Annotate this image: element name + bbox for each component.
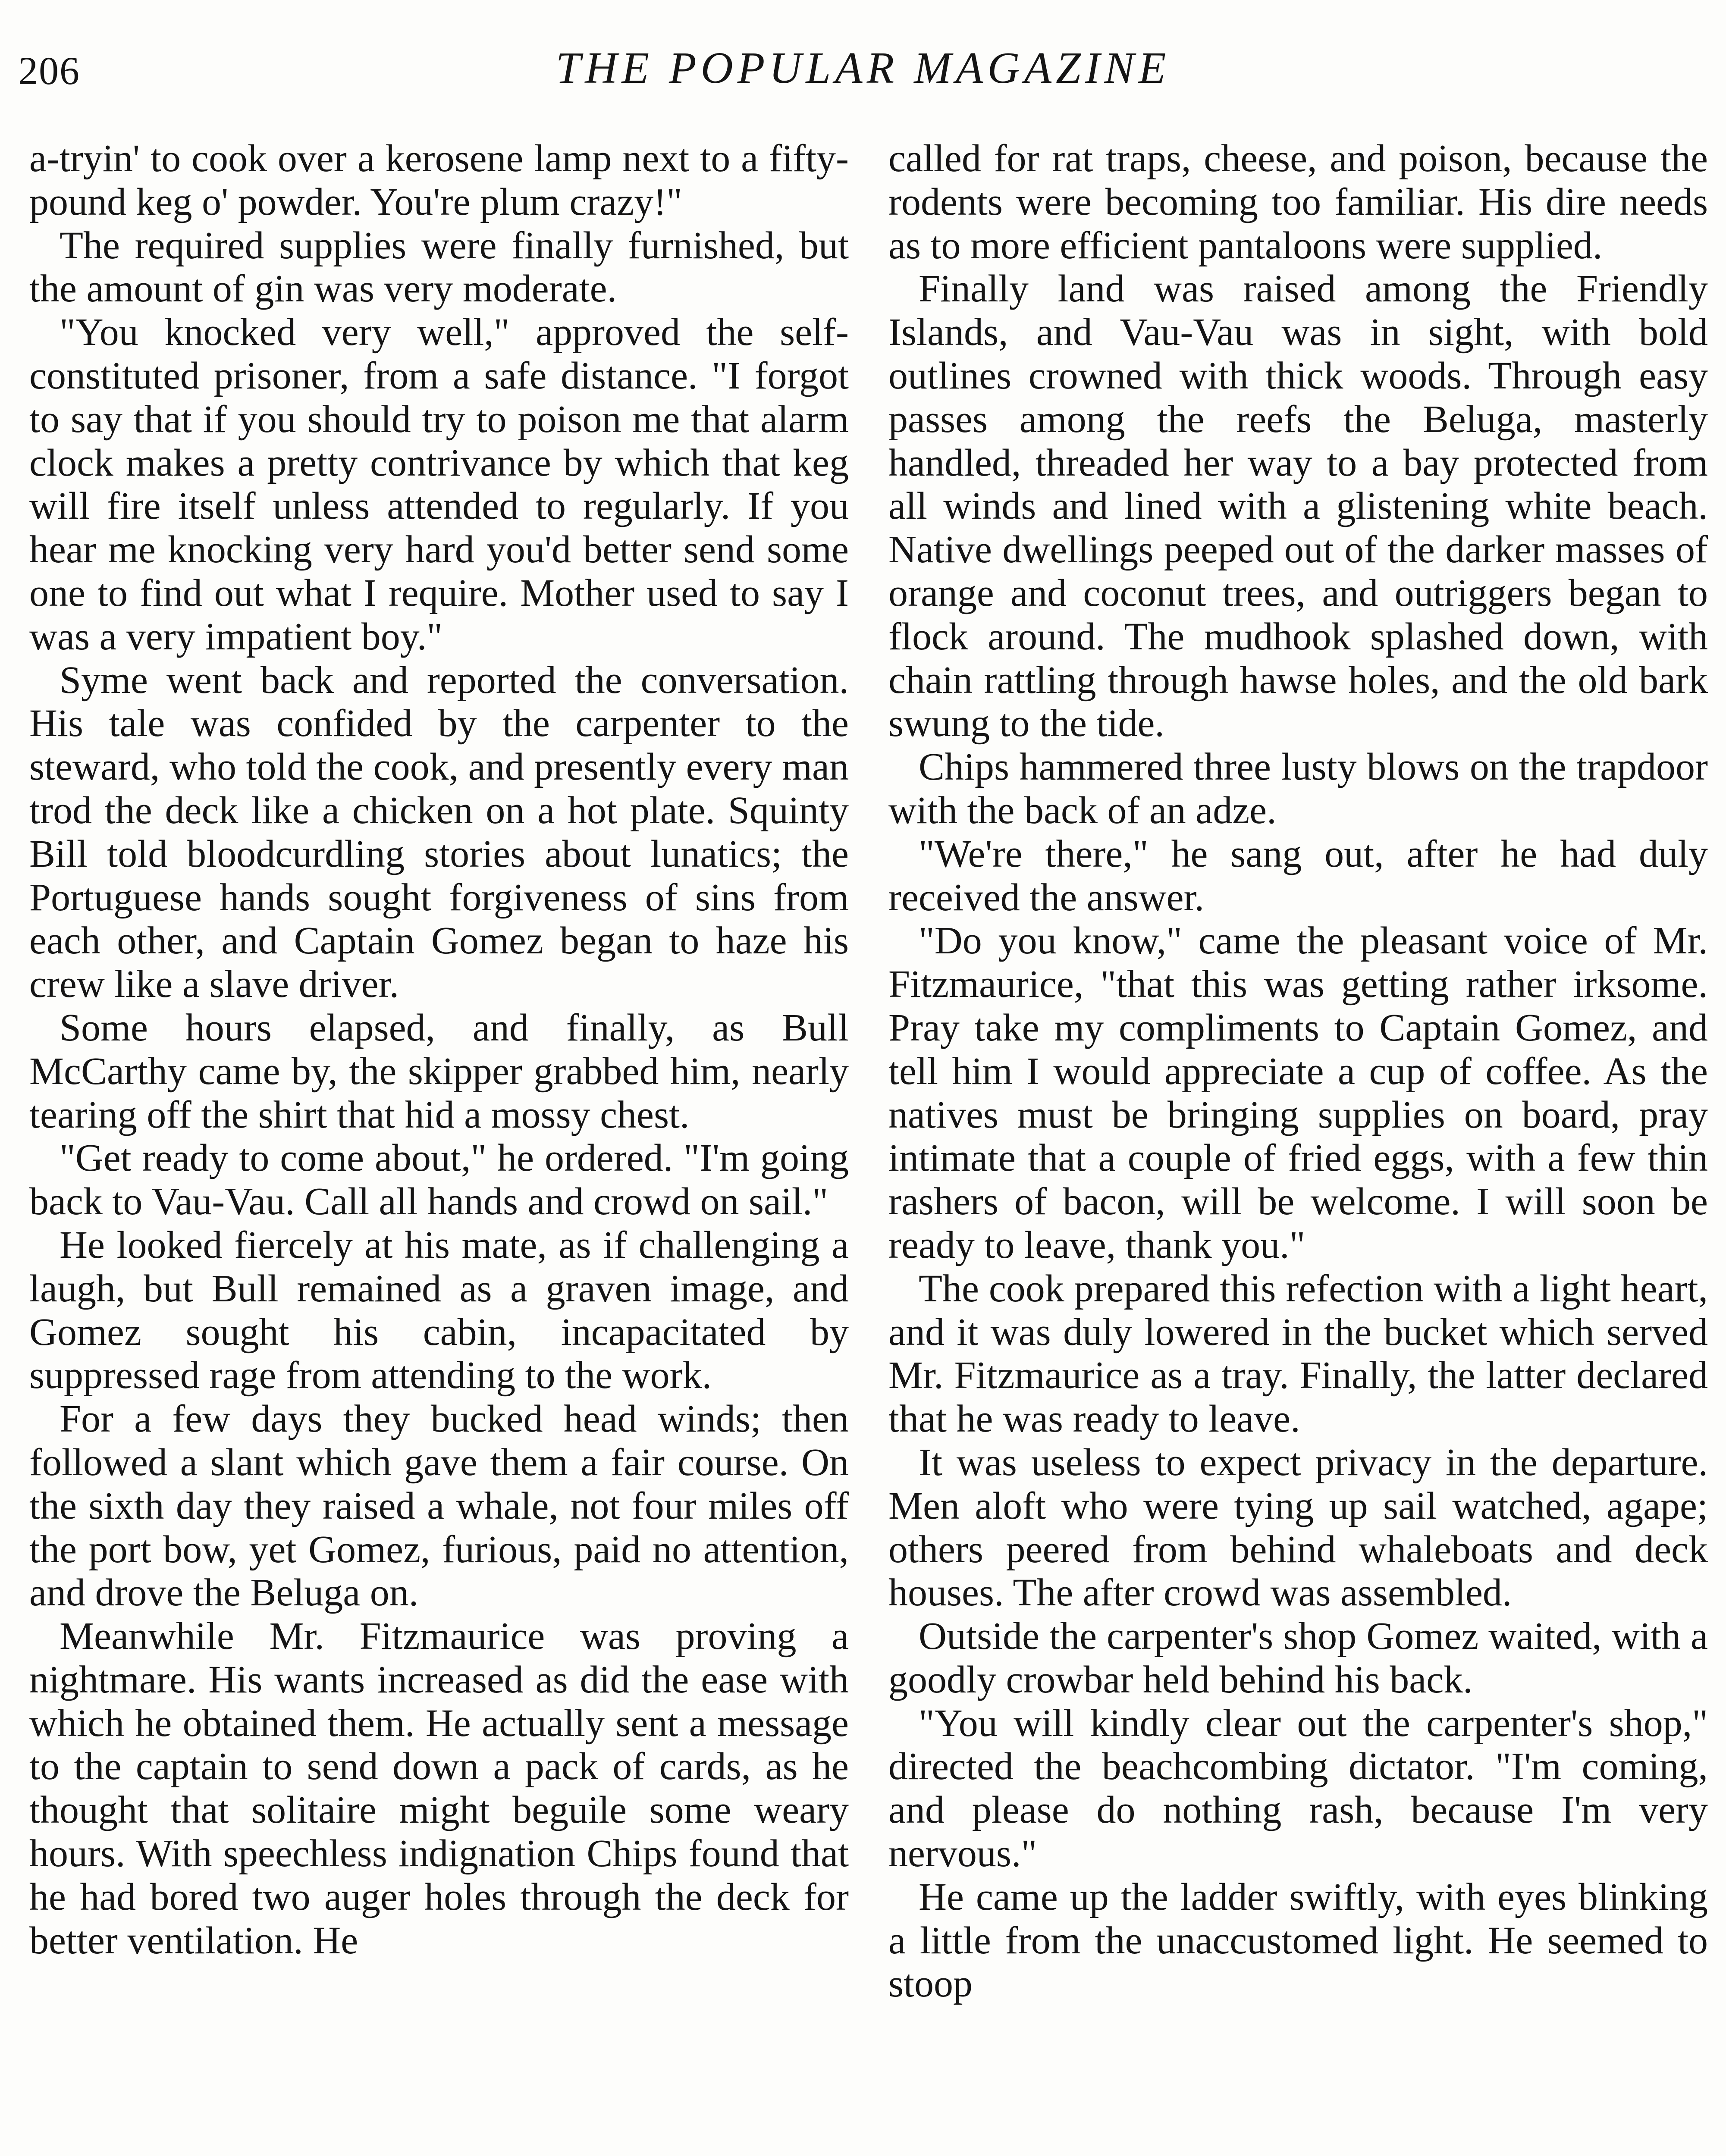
paragraph: Meanwhile Mr. Fitzmaurice was proving a nightmare. His wants increased as did the ease with which he obtained them. He actually sent a message to the captain to send down a pack of cards, as he thought that solitaire might beguile some weary hours. With speechless indignation Chips found that he had bored two auger holes through the deck for better ventilation. He	[29, 1615, 849, 1962]
paragraph: a-tryin' to cook over a kerosene lamp next to a fifty-pound keg o' powder. You're plum crazy!"	[29, 137, 849, 223]
paragraph: "Do you know," came the pleasant voice of Mr. Fitzmaurice, "that this was getting rather irksome. Pray take my compliments to Captain Gomez, and tell him I would appreciate a cup of coffee. As the natives must be bringing supplies on board, pray intimate that a couple of fried eggs, with a few thin rashers of bacon, will be welcome. I will soon be ready to leave, thank you."	[888, 919, 1708, 1266]
paragraph: He came up the ladder swiftly, with eyes blinking a little from the unaccustomed light. He seemed to stoop	[888, 1875, 1708, 2006]
paragraph: The cook prepared this refection with a light heart, and it was duly lowered in the bucket which served Mr. Fitzmaurice as a tray. Finally, the latter declared that he was ready to leave.	[888, 1267, 1708, 1441]
left-column	[29, 137, 849, 1962]
paragraph: Outside the carpenter's shop Gomez waited, with a goodly crowbar held behind his back.	[888, 1615, 1708, 1701]
paragraph: called for rat traps, cheese, and poison, because the rodents were becoming too familiar. His dire needs as to more efficient pantaloons were supplied.	[888, 137, 1708, 267]
paragraph: "Get ready to come about," he ordered. "I'm going back to Vau-Vau. Call all hands and crowd on sail."	[29, 1137, 849, 1223]
paragraph: "You will kindly clear out the carpenter's shop," directed the beachcombing dictator. "I'm coming, and please do nothing rash, because I'm very nervous."	[888, 1702, 1708, 1875]
paragraph: "We're there," he sang out, after he had duly received the answer.	[888, 832, 1708, 919]
paragraph: Some hours elapsed, and finally, as Bull McCarthy came by, the skipper grabbed him, nearly tearing off the shirt that hid a mossy chest.	[29, 1006, 849, 1136]
paragraph: Finally land was raised among the Friendly Islands, and Vau-Vau was in sight, with bold outlines crowned with thick woods. Through easy passes among the reefs the Beluga, masterly handled, threaded her way to a bay protected from all winds and lined with a glistening white beach. Native dwellings peeped out of the darker masses of orange and coconut trees, and outriggers began to flock around. The mudhook splashed down, with chain rattling through hawse holes, and the old bark swung to the tide.	[888, 267, 1708, 745]
running-title: THE POPULAR MAGAZINE	[555, 43, 1171, 93]
paragraph: Syme went back and reported the conversation. His tale was confided by the carpenter to the steward, who told the cook, and presently every man trod the deck like a chicken on a hot plate. Squinty Bill told bloodcurdling stories about lunatics; the Portuguese hands sought forgiveness of sins from each other, and Captain Gomez began to haze his crew like a slave driver.	[29, 658, 849, 1006]
paragraph: He looked fiercely at his mate, as if challenging a laugh, but Bull remained as a graven image, and Gomez sought his cabin, incapacitated by suppressed rage from attending to the work.	[29, 1223, 849, 1397]
paragraph: Chips hammered three lusty blows on the trapdoor with the back of an adze.	[888, 746, 1708, 832]
paragraph: For a few days they bucked head winds; then followed a slant which gave them a fair course. On the sixth day they raised a whale, not four miles off the port bow, yet Gomez, furious, paid no attention, and drove the Beluga on.	[29, 1398, 849, 1614]
page-number: 206	[18, 49, 80, 93]
right-column	[888, 137, 1708, 2006]
paragraph: "You knocked very well," approved the self-constituted prisoner, from a safe distance. "I forgot to say that if you should try to poison me that alarm clock makes a pretty contrivance by which that keg will fire itself unless attended to regularly. If you hear me knocking very hard you'd better send some one to find out what I require. Mother used to say I was a very impatient boy."	[29, 311, 849, 658]
paragraph: The required supplies were finally furnished, but the amount of gin was very moderate.	[29, 224, 849, 310]
paragraph: It was useless to expect privacy in the departure. Men aloft who were tying up sail watched, agape; others peered from behind whaleboats and deck houses. The after crowd was assembled.	[888, 1441, 1708, 1614]
